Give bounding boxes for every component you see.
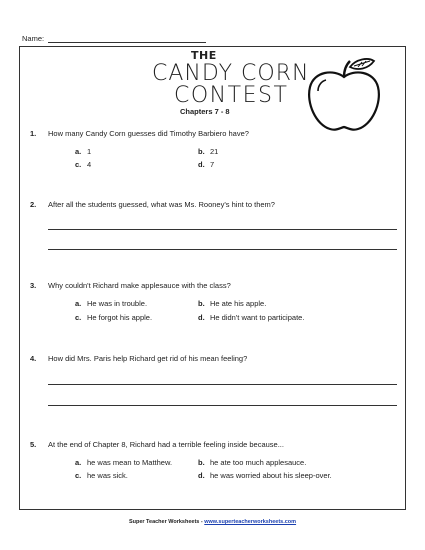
answer-line[interactable] xyxy=(48,405,397,406)
question-text: At the end of Chapter 8, Richard had a terrible feeling inside because... xyxy=(48,440,284,449)
question-number: 1. xyxy=(30,129,37,138)
chapters-subtitle: Chapters 7 - 8 xyxy=(180,107,230,116)
option-3c[interactable]: c. He forgot his apple. xyxy=(75,313,153,322)
footer-url[interactable]: www.superteacherworksheets.com xyxy=(204,519,297,525)
answer-line[interactable] xyxy=(48,384,397,385)
question-text: Why couldn't Richard make applesauce with the class? xyxy=(48,281,231,290)
title-line-2: CONTEST xyxy=(174,83,289,108)
footer-separator: - xyxy=(199,519,205,525)
option-5a[interactable]: a. he was mean to Matthew. xyxy=(75,458,173,467)
question-text: How did Mrs. Paris help Richard get rid of his mean feeling? xyxy=(48,354,248,363)
option-1b[interactable]: b. 21 xyxy=(198,147,219,156)
option-1c[interactable]: c. 4 xyxy=(75,160,92,169)
option-3b[interactable]: b. He ate his apple. xyxy=(198,299,267,308)
option-3a[interactable]: a. He was in trouble. xyxy=(75,299,148,308)
option-1d[interactable]: d. 7 xyxy=(198,160,215,169)
worksheet-frame xyxy=(19,46,406,510)
option-1a[interactable]: a. 1 xyxy=(75,147,92,156)
option-3d[interactable]: d. He didn't want to participate. xyxy=(198,313,305,322)
footer-brand: Super Teacher Worksheets xyxy=(128,519,200,525)
answer-line[interactable] xyxy=(48,249,397,250)
apple-icon xyxy=(304,55,386,137)
name-row xyxy=(22,34,206,43)
option-5c[interactable]: c. he was sick. xyxy=(75,471,128,480)
question-text: After all the students guessed, what was Ms. Rooney's hint to them? xyxy=(48,200,275,209)
question-number: 5. xyxy=(30,440,37,449)
question-number: 4. xyxy=(30,354,37,363)
title-line-1: CANDY CORN xyxy=(152,61,310,86)
name-label: Name: xyxy=(22,34,45,43)
option-5d[interactable]: d. he was worried about his sleep-over. xyxy=(198,471,332,480)
question-number: 2. xyxy=(30,200,37,209)
question-text: How many Candy Corn guesses did Timothy Barbiero have? xyxy=(48,129,249,138)
title-the: THE xyxy=(191,49,217,62)
question-number: 3. xyxy=(30,281,37,290)
footer xyxy=(0,519,425,525)
answer-line[interactable] xyxy=(48,229,397,230)
name-field[interactable] xyxy=(48,34,206,43)
option-5b[interactable]: b. he ate too much applesauce. xyxy=(198,458,307,467)
